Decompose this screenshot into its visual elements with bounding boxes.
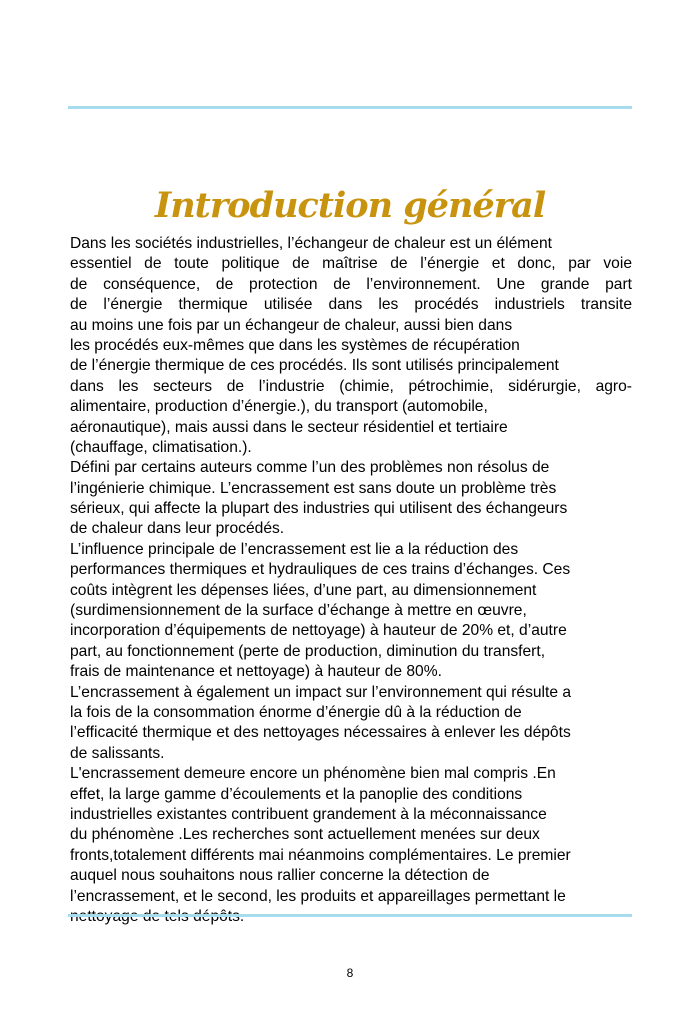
- text-line: dans les secteurs de l’industrie (chimie, pétrochimie, sidérurgie, agro-: [70, 377, 632, 395]
- text-line: L'encrassement demeure encore un phénomène bien mal compris .En: [70, 765, 556, 783]
- text-line: la fois de la consommation énorme d’énergie dû à la réduction de: [70, 703, 522, 721]
- text-line: du phénomène .Les recherches sont actuellement menées sur deux: [70, 826, 540, 844]
- text-line: alimentaire, production d’énergie.), du transport (automobile,: [70, 398, 488, 416]
- page-number: 8: [346, 966, 354, 980]
- top-divider: [68, 106, 632, 109]
- text-line: l’efficacité thermique et des nettoyages nécessaires à enlever les dépôts: [70, 724, 571, 742]
- text-line: industrielles existantes contribuent grandement à la méconnaissance: [70, 805, 547, 823]
- text-line: auquel nous souhaitons nous rallier concerne la détection de: [70, 867, 490, 885]
- page-title: Introduction général: [154, 185, 546, 227]
- text-line: de conséquence, de protection de l’environnement. Une grande part: [70, 275, 632, 293]
- text-line: L’encrassement à également un impact sur l’environnement qui résulte a: [70, 683, 572, 701]
- text-line: coûts intègrent les dépenses liées, d’une part, au dimensionnement: [70, 581, 537, 599]
- text-line: (surdimensionnement de la surface d’échange à mettre en œuvre,: [70, 602, 527, 620]
- text-line: de l’énergie thermique utilisée dans les procédés industriels transite: [70, 296, 632, 314]
- text-line: de l’énergie thermique de ces procédés. Ils sont utilisés principalement: [70, 357, 559, 375]
- text-line: de chaleur dans leur procédés.: [70, 520, 285, 538]
- text-line: sérieux, qui affecte la plupart des industries qui utilisent des échangeurs: [70, 500, 568, 518]
- text-line: Dans les sociétés industrielles, l’échangeur de chaleur est un élément: [70, 235, 552, 252]
- text-line: l’encrassement, et le second, les produits et appareillages permettant le: [70, 887, 566, 905]
- text-line: incorporation d’équipements de nettoyage) à hauteur de 20% et, d’autre: [70, 622, 567, 640]
- text-line: aéronautique), mais aussi dans le secteur résidentiel et tertiaire: [70, 418, 508, 436]
- text-line: L’influence principale de l’encrassement est lie a la réduction des: [70, 540, 519, 558]
- text-line: l’ingénierie chimique. L’encrassement est sans doute un problème très: [70, 479, 557, 497]
- text-line: de salissants.: [70, 744, 165, 762]
- text-line: les procédés eux-mêmes que dans les systèmes de récupération: [70, 336, 520, 354]
- text-line: effet, la large gamme d’écoulements et la panoplie des conditions: [70, 785, 523, 803]
- text-line: part, au fonctionnement (perte de production, diminution du transfert,: [70, 642, 546, 660]
- text-line: frais de maintenance et nettoyage) à hauteur de 80%.: [70, 663, 442, 681]
- text-line: performances thermiques et hydrauliques de ces trains d’échanges. Ces: [70, 561, 571, 579]
- text-line: fronts,totalement différents mai néanmoins complémentaires. Le premier: [70, 846, 571, 864]
- text-line: [70, 907, 632, 927]
- bottom-divider: [68, 914, 632, 917]
- text-line: essentiel de toute politique de maîtrise de l’énergie et donc, par voie: [70, 255, 632, 273]
- text-line: (chauffage, climatisation.).: [70, 438, 252, 456]
- body-text: [70, 234, 632, 927]
- text-line: Défini par certains auteurs comme l’un des problèmes non résolus de: [70, 459, 550, 477]
- text-line: au moins une fois par un échangeur de chaleur, aussi bien dans: [70, 316, 513, 334]
